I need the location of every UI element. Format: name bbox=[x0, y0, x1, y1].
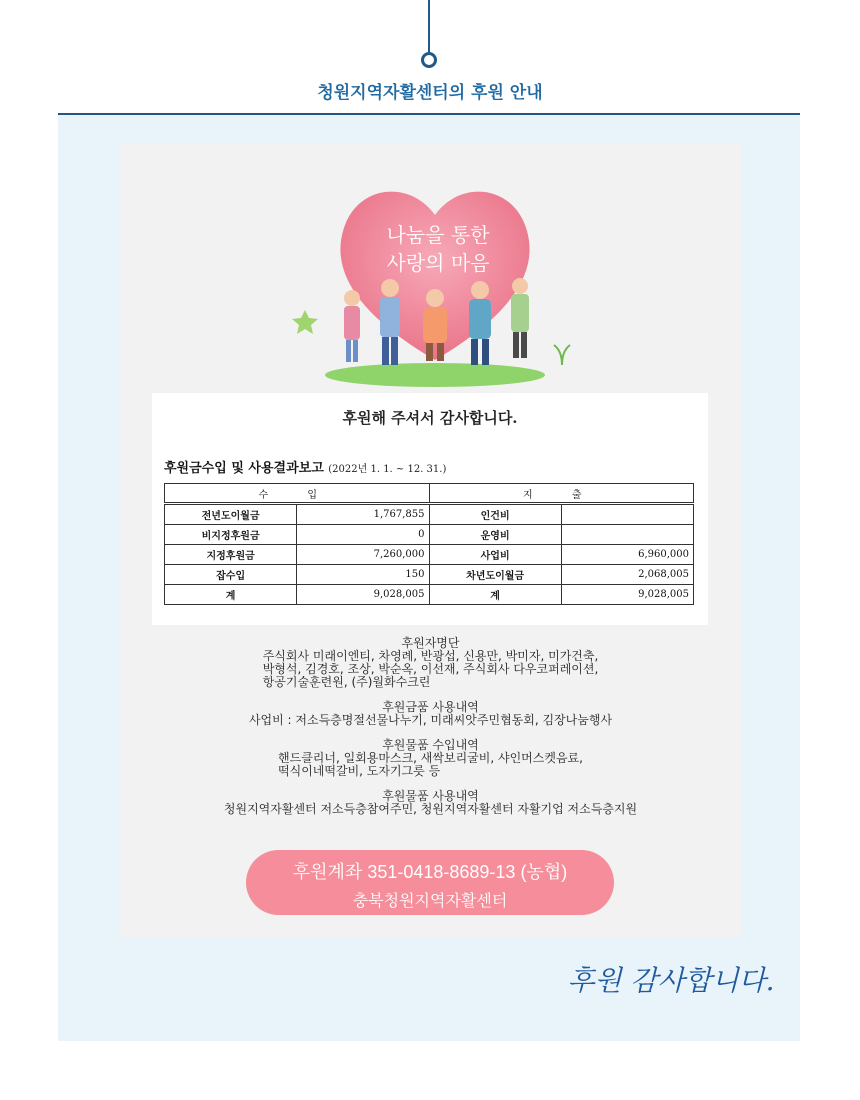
expense-label: 차년도이월금 bbox=[429, 565, 561, 585]
table-row bbox=[165, 525, 694, 545]
report-title-text: 후원금수입 및 사용결과보고 bbox=[164, 461, 324, 476]
income-value: 0 bbox=[297, 525, 429, 545]
heart-illustration bbox=[290, 170, 580, 395]
section-heading: 후원물품 수입내역 bbox=[382, 738, 479, 752]
thanks-heading: 후원해 주셔서 감사합니다. bbox=[342, 409, 518, 427]
income-label: 잡수입 bbox=[165, 565, 297, 585]
donation-details bbox=[120, 637, 741, 828]
income-value: 7,260,000 bbox=[297, 545, 429, 565]
signature-text: 후원 감사합니다. bbox=[567, 964, 775, 997]
income-header: 수 입 bbox=[165, 484, 430, 504]
grass-ground bbox=[325, 363, 545, 387]
top-connector-line bbox=[428, 0, 430, 52]
income-label: 계 bbox=[165, 585, 297, 605]
income-value: 9,028,005 bbox=[297, 585, 429, 605]
section-fund-usage bbox=[120, 701, 741, 727]
section-line: 사업비 : 저소득층명절선물나누기, 미래씨앗주민협동회, 김장나눔행사 bbox=[248, 713, 613, 727]
income-value: 150 bbox=[297, 565, 429, 585]
section-heading: 후원물품 사용내역 bbox=[382, 789, 479, 803]
person-figure bbox=[344, 290, 360, 362]
donation-account-banner bbox=[246, 850, 614, 915]
section-line: 항공기술훈련원, (주)월화수크린 bbox=[262, 675, 431, 689]
section-body bbox=[278, 752, 583, 778]
report-box bbox=[152, 393, 708, 625]
expense-label: 사업비 bbox=[429, 545, 561, 565]
income-value: 1,767,855 bbox=[297, 504, 429, 525]
report-period: (2022년 1. 1. ~ 12. 31.) bbox=[328, 464, 447, 475]
income-label: 지정후원금 bbox=[165, 545, 297, 565]
section-heading: 후원금품 사용내역 bbox=[382, 700, 479, 714]
star-icon bbox=[292, 310, 318, 334]
section-line: 박형석, 김경호, 조상, 박순옥, 이선재, 주식회사 다우코퍼레이션, bbox=[262, 662, 599, 676]
section-line: 주식회사 미래이엔티, 차영례, 반광섭, 신용만, 박미자, 미가건축, bbox=[262, 649, 599, 663]
finance-table bbox=[164, 483, 694, 605]
section-goods-usage bbox=[120, 790, 741, 816]
connector-ring-icon bbox=[421, 52, 437, 68]
expense-value: 2,068,005 bbox=[561, 565, 693, 585]
section-line: 청원지역자활센터 저소득층참여주민, 청원지역자활센터 자활기업 저소득층지원 bbox=[223, 802, 638, 816]
income-label: 전년도이월금 bbox=[165, 504, 297, 525]
expense-label: 인건비 bbox=[429, 504, 561, 525]
account-holder: 충북청원지역자활센터 bbox=[352, 893, 508, 910]
expense-value: 9,028,005 bbox=[561, 585, 693, 605]
section-line: 핸드클리너, 일회용마스크, 새싹보리굴비, 샤인머스켓음료, bbox=[278, 751, 583, 765]
person-figure bbox=[469, 281, 491, 365]
expense-label: 운영비 bbox=[429, 525, 561, 545]
thanks-signature bbox=[556, 950, 786, 1010]
section-title: 청원지역자활센터의 후원 안내 bbox=[317, 83, 543, 103]
section-line: 떡식이네떡갈비, 도자기그릇 등 bbox=[278, 764, 441, 778]
report-title bbox=[164, 457, 446, 476]
expense-value bbox=[561, 525, 693, 545]
title-divider bbox=[58, 113, 800, 115]
income-label: 비지정후원금 bbox=[165, 525, 297, 545]
expense-label: 계 bbox=[429, 585, 561, 605]
person-figure bbox=[511, 278, 529, 358]
table-row bbox=[165, 545, 694, 565]
table-row bbox=[165, 585, 694, 605]
hero-text-line1: 나눔을 통한 bbox=[386, 223, 490, 247]
section-donor-list bbox=[120, 637, 741, 689]
account-number: 후원계좌 351-0418-8689-13 (농협) bbox=[292, 862, 568, 882]
section-body bbox=[263, 650, 599, 689]
section-goods-income bbox=[120, 739, 741, 778]
hero-text-line2: 사랑의 마음 bbox=[386, 251, 490, 275]
sprout-icon bbox=[554, 345, 570, 365]
expense-value: 6,960,000 bbox=[561, 545, 693, 565]
table-row bbox=[165, 504, 694, 525]
expense-value bbox=[561, 504, 693, 525]
person-figure bbox=[380, 279, 400, 365]
section-heading: 후원자명단 bbox=[401, 636, 460, 650]
expense-header: 지 출 bbox=[429, 484, 694, 504]
table-row bbox=[165, 565, 694, 585]
